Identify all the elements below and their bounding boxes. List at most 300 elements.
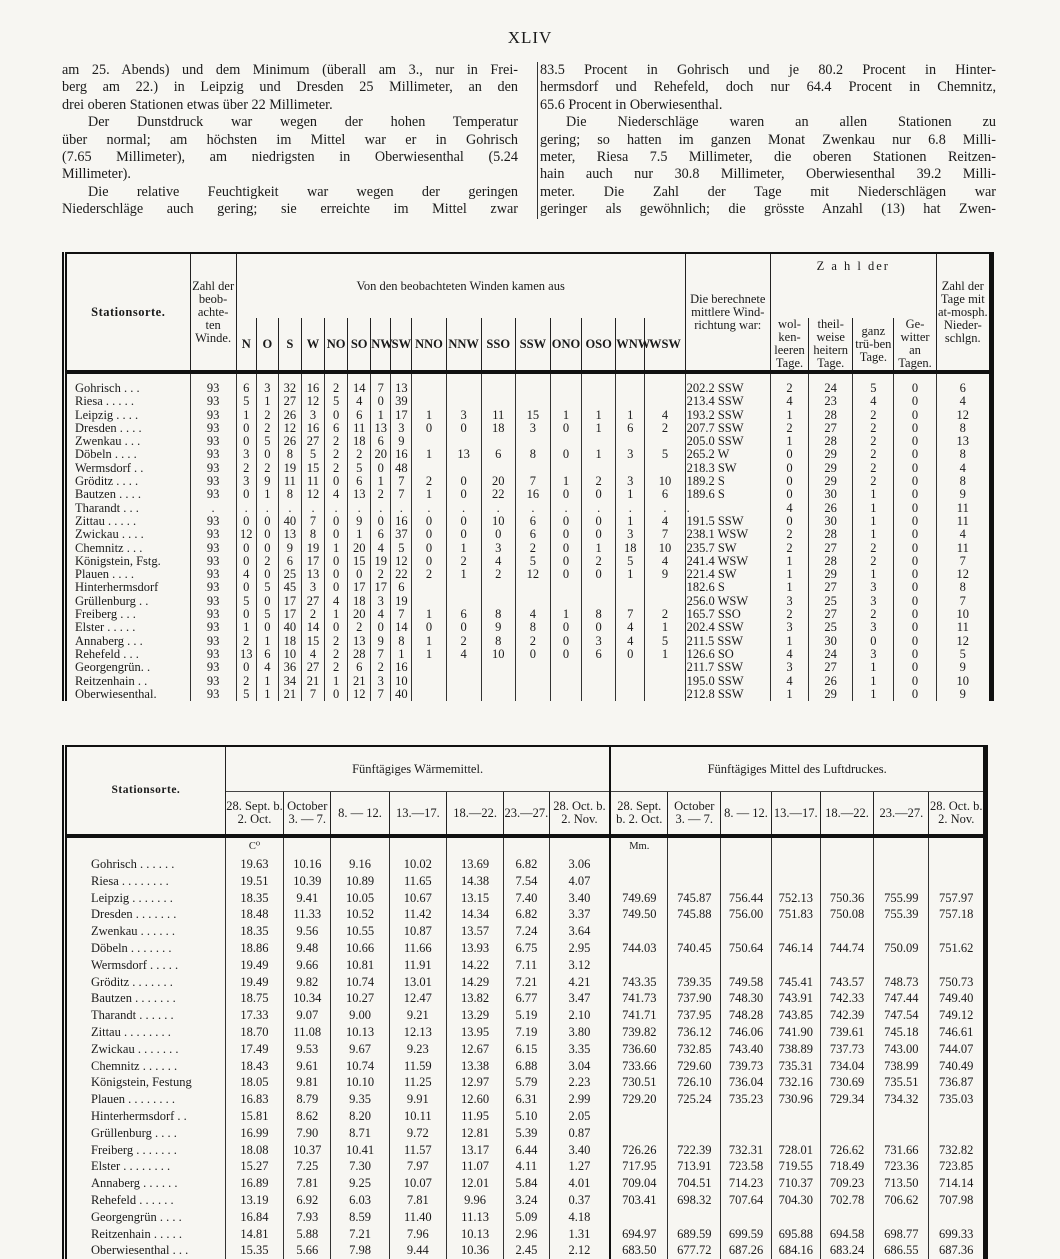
header-temp-period-5: 23.—27.: [504, 792, 549, 837]
wind-s: 40: [278, 515, 301, 528]
temperature-value: 0.87: [549, 1125, 610, 1142]
wind-o: 6: [256, 648, 278, 661]
wind-nnw: 6: [446, 608, 481, 621]
wind-sso: [481, 372, 515, 395]
wind-oso: 6: [582, 648, 616, 661]
days-1: 29: [809, 475, 853, 488]
wind-sso: [481, 661, 515, 674]
wind-nw: 4: [371, 542, 391, 555]
wind-w: 13: [301, 568, 324, 581]
mean-direction: 205.0 SSW: [685, 435, 770, 448]
wind-nno: 2: [412, 568, 446, 581]
temperature-value: 9.48: [284, 940, 331, 957]
wind-sso: 3: [481, 542, 515, 555]
temperature-value: 12.67: [446, 1041, 503, 1058]
temperature-value: 2.99: [549, 1091, 610, 1108]
table-row: [65, 528, 992, 541]
wind-n: 5: [236, 395, 256, 408]
pressure-value: 707.64: [721, 1192, 771, 1209]
wind-no: 0: [325, 568, 348, 581]
text-line: Niederschläge auch gering; sie erreichte im Mittel zwar: [62, 201, 518, 218]
pressure-value: 743.91: [771, 990, 820, 1007]
temperature-value: 10.81: [331, 957, 389, 974]
station-name: Gröditz . . . . . . .: [65, 974, 226, 991]
pressure-value: [874, 923, 929, 940]
wind-nno: 1: [412, 648, 446, 661]
wind-wsw: [645, 581, 685, 594]
pressure-value: [771, 957, 820, 974]
days-3: 0: [894, 661, 936, 674]
days-1: 28: [809, 435, 853, 448]
temperature-unit: C⁰: [225, 836, 283, 856]
wind-so: 2: [348, 448, 371, 461]
wind-ono: 0: [550, 488, 581, 501]
days-2: 1: [853, 528, 894, 541]
wind-nnw: 0: [446, 488, 481, 501]
days-2: 3: [853, 581, 894, 594]
days-3: 0: [894, 372, 936, 395]
pressure-value: 741.90: [771, 1024, 820, 1041]
days-3: 0: [894, 595, 936, 608]
pressure-value: 757.97: [929, 890, 986, 907]
station-name: Annaberg . . .: [65, 635, 191, 648]
wind-no: .: [325, 502, 348, 515]
temperature-value: 10.07: [389, 1175, 446, 1192]
pressure-value: 732.16: [771, 1074, 820, 1091]
wind-n: 6: [236, 372, 256, 395]
temperature-value: 10.89: [331, 873, 389, 890]
temperature-value: 6.82: [504, 906, 549, 923]
wind-s: 8: [278, 448, 301, 461]
mean-direction: 193.2 SSW: [685, 409, 770, 422]
units-blank: [721, 836, 771, 856]
header-pressure-period-5: 23.—27.: [874, 792, 929, 837]
header-direction-so: SO: [348, 318, 371, 372]
wind-nw: 4: [371, 608, 391, 621]
temperature-value: 7.21: [331, 1226, 389, 1243]
wind-o: 0: [256, 448, 278, 461]
days-0: 4: [770, 648, 808, 661]
temperature-value: 3.47: [549, 990, 610, 1007]
days-2: 2: [853, 409, 894, 422]
wind-ssw: 8: [515, 448, 550, 461]
wind-count: 93: [190, 528, 236, 541]
wind-ssw: [515, 395, 550, 408]
days-1: 24: [809, 372, 853, 395]
pressure-value: [874, 1125, 929, 1142]
pressure-value: [820, 1209, 873, 1226]
wind-sso: 10: [481, 648, 515, 661]
pressure-value: 746.06: [721, 1024, 771, 1041]
pressure-value: 752.13: [771, 890, 820, 907]
header-direction-n: N: [236, 318, 256, 372]
temperature-value: 16.99: [225, 1125, 283, 1142]
temperature-value: 7.97: [389, 1158, 446, 1175]
pressure-value: 729.20: [610, 1091, 667, 1108]
temperature-value: 7.81: [284, 1175, 331, 1192]
wind-so: 28: [348, 648, 371, 661]
text-column-left: [62, 62, 518, 219]
text-line: meter, Riesa 7.5 Millimeter, die oberen Stationen Reitzen-: [540, 149, 996, 166]
temperature-value: 19.51: [225, 873, 283, 890]
wind-wnw: [616, 688, 645, 701]
days-3: 0: [894, 448, 936, 461]
wind-nw: 20: [371, 448, 391, 461]
pressure-value: 743.35: [610, 974, 667, 991]
wind-w: 14: [301, 621, 324, 634]
wind-nw: 3: [371, 675, 391, 688]
pressure-value: [820, 923, 873, 940]
pressure-value: 731.66: [874, 1142, 929, 1159]
wind-count: 93: [190, 635, 236, 648]
temperature-value: 13.57: [446, 923, 503, 940]
wind-oso: 8: [582, 608, 616, 621]
table-row: [65, 515, 992, 528]
days-0: 2: [770, 422, 808, 435]
station-name: Königstein, Fstg.: [65, 555, 191, 568]
days-1: 27: [809, 542, 853, 555]
wind-nnw: [446, 675, 481, 688]
temperature-value: 11.25: [389, 1074, 446, 1091]
wind-sso: 9: [481, 621, 515, 634]
wind-o: 5: [256, 435, 278, 448]
wind-nno: [412, 435, 446, 448]
wind-no: 1: [325, 608, 348, 621]
wind-n: 0: [236, 515, 256, 528]
wind-s: 36: [278, 661, 301, 674]
page-number: XLIV: [507, 28, 553, 47]
days-0: 2: [770, 528, 808, 541]
days-1: 23: [809, 395, 853, 408]
temperature-value: 11.08: [284, 1024, 331, 1041]
days-2: 1: [853, 688, 894, 701]
station-name: Leipzig . . . . . . .: [65, 890, 226, 907]
precip-days: 12: [936, 635, 991, 648]
mean-direction: 265.2 W: [685, 448, 770, 461]
wind-so: 13: [348, 488, 371, 501]
pressure-value: 698.32: [668, 1192, 721, 1209]
header-direction-sso: SSO: [481, 318, 515, 372]
days-3: 0: [894, 462, 936, 475]
station-name: Plauen . . . . . . . .: [65, 1091, 226, 1108]
days-3: 0: [894, 688, 936, 701]
pressure-value: 743.57: [820, 974, 873, 991]
wind-nnw: [446, 688, 481, 701]
days-0: 0: [770, 515, 808, 528]
station-name: Bautzen . . . .: [65, 488, 191, 501]
header-pressure-period-4: 18.—22.: [820, 792, 873, 837]
pressure-value: 728.01: [771, 1142, 820, 1159]
wind-o: 1: [256, 395, 278, 408]
days-1: 30: [809, 488, 853, 501]
table-row: [65, 542, 992, 555]
wind-sso: 8: [481, 608, 515, 621]
wind-nno: [412, 462, 446, 475]
header-stations: Stationsorte.: [111, 784, 181, 796]
station-name: Grüllenburg . . . .: [65, 1125, 226, 1142]
temperature-value: 7.90: [284, 1125, 331, 1142]
temperature-value: 2.45: [504, 1242, 549, 1259]
temperature-value: 9.53: [284, 1041, 331, 1058]
wind-ono: 0: [550, 555, 581, 568]
temperature-value: 9.91: [389, 1091, 446, 1108]
wind-count: 93: [190, 581, 236, 594]
pressure-value: [610, 873, 667, 890]
station-name: Elster . . . . . . . .: [65, 1158, 226, 1175]
temperature-value: 11.13: [446, 1209, 503, 1226]
precip-days: 4: [936, 395, 991, 408]
station-name: Riesa . . . . .: [65, 395, 191, 408]
pressure-value: [668, 873, 721, 890]
wind-so: .: [348, 502, 371, 515]
temperature-value: 14.34: [446, 906, 503, 923]
wind-n: 5: [236, 595, 256, 608]
table-row: [65, 635, 992, 648]
wind-count: 93: [190, 675, 236, 688]
wind-wsw: [645, 395, 685, 408]
wind-w: 4: [301, 648, 324, 661]
wind-wsw: 2: [645, 422, 685, 435]
temperature-value: 7.96: [389, 1226, 446, 1243]
wind-nnw: 2: [446, 555, 481, 568]
temperature-value: 10.37: [284, 1142, 331, 1159]
temperature-value: 9.72: [389, 1125, 446, 1142]
station-name: Zwenkau . . .: [65, 435, 191, 448]
pressure-value: [820, 1125, 873, 1142]
temperature-value: 13.38: [446, 1058, 503, 1075]
pressure-value: [668, 1209, 721, 1226]
days-3: 0: [894, 435, 936, 448]
precip-days: 11: [936, 621, 991, 634]
temperature-value: 2.96: [504, 1226, 549, 1243]
wind-so: 12: [348, 688, 371, 701]
wind-nw: 17: [371, 581, 391, 594]
pressure-value: 714.23: [721, 1175, 771, 1192]
wind-ono: 1: [550, 475, 581, 488]
wind-ono: 0: [550, 448, 581, 461]
wind-o: 2: [256, 555, 278, 568]
wind-w: 15: [301, 462, 324, 475]
text-line: meter. Die Zahl der Tage mit Niederschlägen war: [540, 183, 996, 200]
wind-wsw: [645, 688, 685, 701]
days-0: 4: [770, 502, 808, 515]
table-row: [65, 488, 992, 501]
wind-s: 40: [278, 621, 301, 634]
temperature-value: 18.48: [225, 906, 283, 923]
wind-n: 0: [236, 661, 256, 674]
days-1: 30: [809, 515, 853, 528]
wind-sso: [481, 435, 515, 448]
wind-wsw: 7: [645, 528, 685, 541]
wind-ssw: [515, 372, 550, 395]
days-3: 0: [894, 568, 936, 581]
wind-o: 2: [256, 409, 278, 422]
precip-days: 13: [936, 435, 991, 448]
days-0: 2: [770, 608, 808, 621]
pressure-value: 746.61: [929, 1024, 986, 1041]
wind-o: 1: [256, 688, 278, 701]
temperature-value: 4.11: [504, 1158, 549, 1175]
temperature-value: 15.27: [225, 1158, 283, 1175]
pressure-value: 749.69: [610, 890, 667, 907]
precip-days: 7: [936, 595, 991, 608]
header-direction-nnw: NNW: [446, 318, 481, 372]
days-3: 0: [894, 528, 936, 541]
days-2: 2: [853, 475, 894, 488]
table-row: [65, 1108, 986, 1125]
precip-days: 8: [936, 448, 991, 461]
station-name: Hinterhermsdorf: [65, 581, 191, 594]
wind-s: 12: [278, 422, 301, 435]
station-name: Georgengrün. .: [65, 661, 191, 674]
wind-sw: 14: [391, 621, 412, 634]
pressure-value: [721, 957, 771, 974]
pressure-value: 732.31: [721, 1142, 771, 1159]
wind-s: 6: [278, 555, 301, 568]
temperature-value: 11.91: [389, 957, 446, 974]
station-name: Zittau . . . . . . . .: [65, 1024, 226, 1041]
pressure-value: 746.14: [771, 940, 820, 957]
wind-nnw: [446, 372, 481, 395]
temperature-value: 13.82: [446, 990, 503, 1007]
temperature-value: 8.79: [284, 1091, 331, 1108]
table-row: [65, 1041, 986, 1058]
header-precip-days: Zahl der Tage mit at-mosph. Nieder-schlgn.: [936, 253, 991, 372]
pressure-value: [610, 957, 667, 974]
temperature-value: 12.97: [446, 1074, 503, 1091]
temperature-value: 11.40: [389, 1209, 446, 1226]
wind-nnw: 0: [446, 528, 481, 541]
pressure-value: [668, 856, 721, 873]
wind-nno: [412, 688, 446, 701]
header-temp-period-4: 18.—22.: [446, 792, 503, 837]
temperature-value: 9.81: [284, 1074, 331, 1091]
wind-sw: 16: [391, 661, 412, 674]
wind-nw: 19: [371, 555, 391, 568]
days-0: 1: [770, 581, 808, 594]
wind-wsw: 10: [645, 542, 685, 555]
wind-s: 34: [278, 675, 301, 688]
temperature-value: 9.00: [331, 1007, 389, 1024]
mean-direction: .: [685, 502, 770, 515]
wind-o: 0: [256, 621, 278, 634]
pressure-value: 734.32: [874, 1091, 929, 1108]
pressure-value: [721, 1108, 771, 1125]
wind-sw: 7: [391, 608, 412, 621]
days-2: 3: [853, 595, 894, 608]
wind-nno: 1: [412, 608, 446, 621]
wind-nno: 2: [412, 475, 446, 488]
wind-nnw: 3: [446, 409, 481, 422]
wind-oso: [582, 581, 616, 594]
wind-nnw: 2: [446, 635, 481, 648]
table-row: [65, 1242, 986, 1259]
temperature-value: 8.59: [331, 1209, 389, 1226]
pressure-value: [929, 873, 986, 890]
text-line: Die Niederschläge waren an allen Stationen zu: [566, 114, 996, 131]
text-column-right: [537, 62, 996, 219]
pressure-value: 742.39: [820, 1007, 873, 1024]
temperature-value: 2.95: [549, 940, 610, 957]
wind-w: 21: [301, 675, 324, 688]
wind-ssw: 12: [515, 568, 550, 581]
wind-nno: [412, 595, 446, 608]
wind-n: 0: [236, 542, 256, 555]
wind-nnw: 4: [446, 648, 481, 661]
temperature-value: 9.44: [389, 1242, 446, 1259]
pressure-value: [874, 1108, 929, 1125]
wind-ono: 0: [550, 648, 581, 661]
wind-sso: 20: [481, 475, 515, 488]
wind-w: 5: [301, 448, 324, 461]
table-row: [65, 409, 992, 422]
wind-n: .: [236, 502, 256, 515]
wind-no: 6: [325, 422, 348, 435]
pressure-value: [668, 957, 721, 974]
station-name: Annaberg . . . . . .: [65, 1175, 226, 1192]
wind-n: 2: [236, 462, 256, 475]
wind-s: 45: [278, 581, 301, 594]
mean-direction: 182.6 S: [685, 581, 770, 594]
temperature-value: 3.04: [549, 1058, 610, 1075]
wind-sso: [481, 675, 515, 688]
text-line: Der Dunstdruck war wegen der hohen Temperatur: [88, 114, 518, 131]
table-row: [65, 661, 992, 674]
temperature-value: 11.42: [389, 906, 446, 923]
precip-days: 11: [936, 542, 991, 555]
wind-w: .: [301, 502, 324, 515]
pressure-value: 717.95: [610, 1158, 667, 1175]
table-row: [65, 1158, 986, 1175]
wind-n: 0: [236, 435, 256, 448]
pressure-value: [668, 923, 721, 940]
wind-ono: [550, 435, 581, 448]
days-3: 0: [894, 502, 936, 515]
wind-nno: 0: [412, 621, 446, 634]
wind-no: 0: [325, 621, 348, 634]
pressure-value: 723.85: [929, 1158, 986, 1175]
pressure-value: [721, 873, 771, 890]
wind-ono: 0: [550, 422, 581, 435]
pressure-value: 714.14: [929, 1175, 986, 1192]
wind-wsw: 6: [645, 488, 685, 501]
temperature-value: 6.31: [504, 1091, 549, 1108]
days-2: 2: [853, 608, 894, 621]
pressure-value: 743.85: [771, 1007, 820, 1024]
station-name: Riesa . . . . . . . .: [65, 873, 226, 890]
pressure-value: [721, 856, 771, 873]
wind-ono: 1: [550, 409, 581, 422]
wind-wnw: 0: [616, 648, 645, 661]
days-2: 2: [853, 435, 894, 448]
temperature-value: 18.70: [225, 1024, 283, 1041]
table-row: [65, 1091, 986, 1108]
pressure-value: 719.55: [771, 1158, 820, 1175]
temperature-value: 3.64: [549, 923, 610, 940]
wind-w: 27: [301, 435, 324, 448]
wind-s: 9: [278, 542, 301, 555]
table-row: [65, 422, 992, 435]
days-3: 0: [894, 422, 936, 435]
wind-ono: [550, 595, 581, 608]
temperature-value: 13.19: [225, 1192, 283, 1209]
wind-ssw: 16: [515, 488, 550, 501]
wind-ono: 1: [550, 608, 581, 621]
text-line: hain auch nur 30.8 Millimeter, Oberwiesenthal 39.2 Milli-: [540, 166, 996, 183]
wind-nno: 0: [412, 542, 446, 555]
temperature-value: 10.52: [331, 906, 389, 923]
pressure-value: [668, 1125, 721, 1142]
